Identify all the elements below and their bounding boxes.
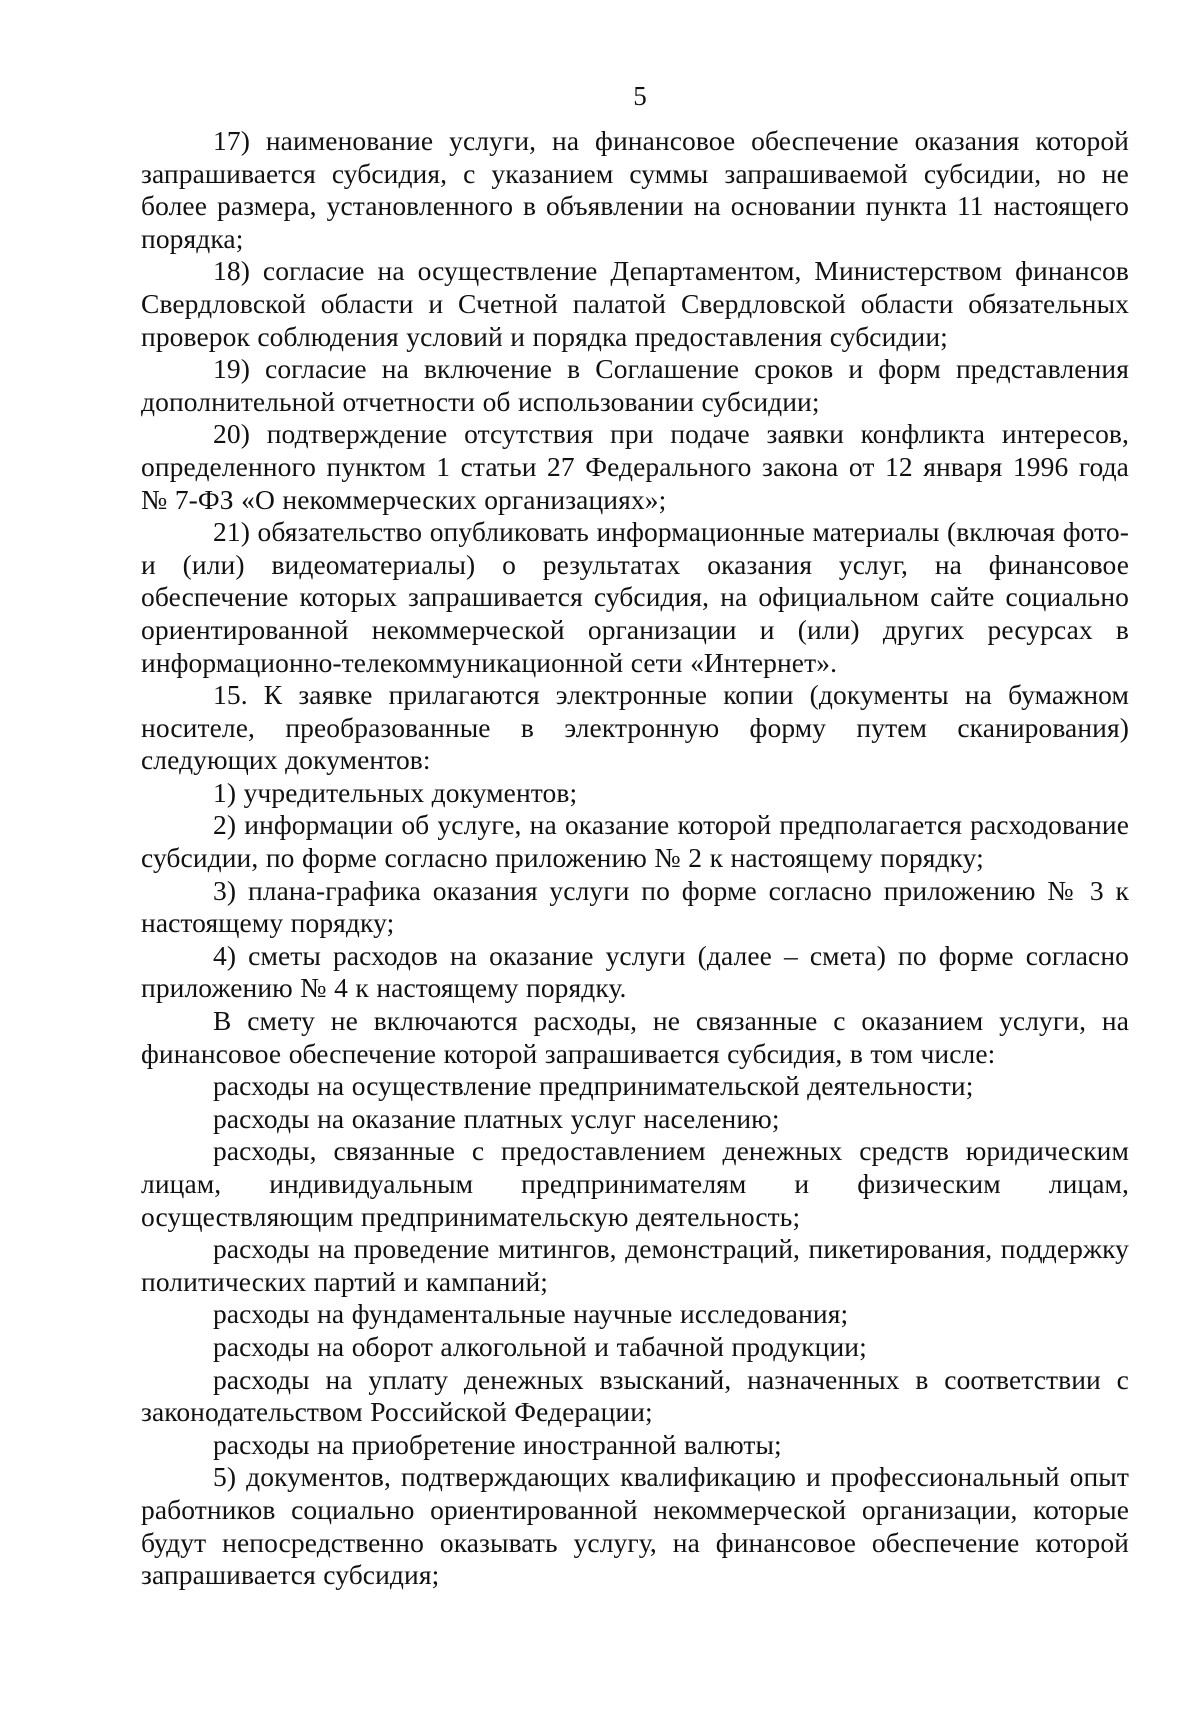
paragraph-expense-alcohol-tobacco: расходы на оборот алкогольной и табачной продукции; bbox=[213, 1330, 867, 1362]
paragraph-expense-funds-transfer: расходы, связанные с предоставлением денежных средств юридическим лицам, индивидуальным предпринимателям и физическим лицам, осуществляющим предпринимательскую деятельность; bbox=[141, 1135, 1129, 1232]
paragraph-item-20: 20) подтверждение отсутствия при подаче заявки конфликта интересов, определенного пунктом 1 статьи 27 Федерального закона от 12 января 1996 года № 7-ФЗ «О некоммерческих организациях»; bbox=[141, 418, 1129, 515]
paragraph-expense-penalties: расходы на уплату денежных взысканий, назначенных в соответствии с законодательством Российской Федерации; bbox=[141, 1363, 1129, 1428]
paragraph-expense-paid-services: расходы на оказание платных услуг населению; bbox=[213, 1102, 780, 1134]
document-body bbox=[141, 125, 1129, 1592]
paragraph-doc-3: 3) плана-графика оказания услуги по форме согласно приложению № 3 к настоящему порядку; bbox=[141, 874, 1129, 939]
paragraph-item-17: 17) наименование услуги, на финансовое обеспечение оказания которой запрашивается субсидия, с указанием суммы запрашиваемой субсидии, но не более размера, установленного в объявлении на основании пункта 11 настоящего порядка; bbox=[141, 125, 1129, 254]
paragraph-doc-4: 4) сметы расходов на оказание услуги (далее – смета) по форме согласно приложению № 4 к настоящему порядку. bbox=[141, 939, 1129, 1004]
paragraph-section-15: 15. К заявке прилагаются электронные копии (документы на бумажном носителе, преобразованные в электронную форму путем сканирования) следующих документов: bbox=[141, 679, 1129, 776]
page-number: 5 bbox=[633, 81, 647, 111]
paragraph-item-18: 18) согласие на осуществление Департаментом, Министерством финансов Свердловской области и Счетной палатой Свердловской области обязательных проверок соблюдения условий и порядка предоставления субсидии; bbox=[141, 255, 1129, 352]
paragraph-doc-5: 5) документов, подтверждающих квалификацию и профессиональный опыт работников социально ориентированной некоммерческой организации, которые будут непосредственно оказывать услугу, на финансовое обеспечение которой запрашивается субсидия; bbox=[141, 1461, 1129, 1591]
paragraph-expense-business: расходы на осуществление предпринимательской деятельности; bbox=[213, 1070, 974, 1102]
paragraph-doc-2: 2) информации об услуге, на оказание которой предполагается расходование субсидии, по форме согласно приложению № 2 к настоящему порядку; bbox=[141, 809, 1129, 874]
paragraph-expense-currency: расходы на приобретение иностранной валюты; bbox=[213, 1428, 782, 1460]
paragraph-expense-research: расходы на фундаментальные научные исследования; bbox=[213, 1298, 849, 1330]
paragraph-doc-1: 1) учредительных документов; bbox=[213, 776, 578, 808]
paragraph-item-21: 21) обязательство опубликовать информационные материалы (включая фото- и (или) видеоматериалы) о результатах оказания услуг, на финансовое обеспечение которых запрашивается субсидия, на официальном сайте социально ориентированной некоммерческой организации и (или) других ресурсах в информационно-телекоммуникационной сети «Интернет». bbox=[141, 516, 1129, 678]
paragraph-expense-political: расходы на проведение митингов, демонстраций, пикетирования, поддержку политических партий и кампаний; bbox=[141, 1233, 1129, 1297]
paragraph-item-19: 19) согласие на включение в Соглашение сроков и форм представления дополнительной отчетности об использовании субсидии; bbox=[141, 353, 1129, 417]
paragraph-estimate-exclusions: В смету не включаются расходы, не связанные с оказанием услуги, на финансовое обеспечение которой запрашивается субсидия, в том числе: bbox=[141, 1005, 1129, 1069]
